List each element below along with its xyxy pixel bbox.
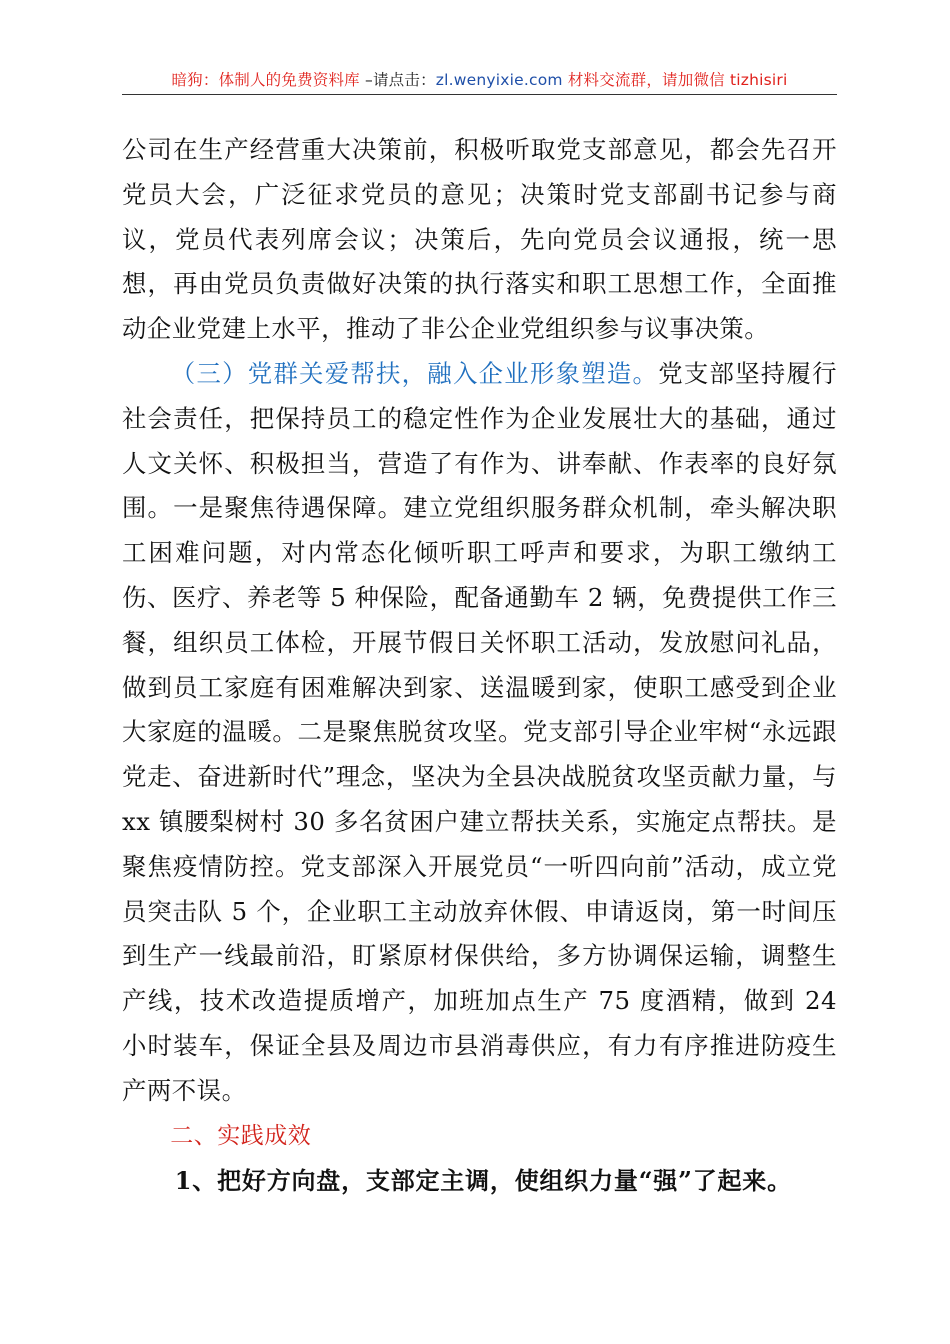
- page-header: [122, 66, 837, 94]
- header-contact: 材料交流群，请加微信 tizhisiri: [567, 71, 788, 89]
- header-brand: 暗狗：体制人的免费资料库: [171, 71, 360, 89]
- subsection-heading: （三）党群关爱帮扶，融入企业形象塑造。: [170, 358, 659, 388]
- paragraph-decision-making: 公司在生产经营重大决策前，积极听取党支部意见，都会先召开党员大会，广泛征求党员的意见；决策时党支部副书记参与商议，党员代表列席会议；决策后，先向党员会议通报，统一思想，再由党员负责做好决策的执行落实和职工思想工作，全面推动企业党建上水平，推动了非公企业党组织参与议事决策。: [122, 135, 837, 344]
- paragraph-care-and-support: [122, 352, 837, 1114]
- header-site-link[interactable]: zl.wenyixie.com: [435, 71, 563, 89]
- paragraph-care-text: 党支部坚持履行社会责任，把保持员工的稳定性作为企业发展壮大的基础，通过人文关怀、积极担当，营造了有作为、讲奉献、作表率的良好氛围。一是聚焦待遇保障。建立党组织服务群众机制，牵头解决职工困难问题，对内常态化倾听职工呼声和要求，为职工缴纳工伤、医疗、养老等 5 种保险，配备通勤车 2 辆，免费提供工作三餐，组织员工体检，开展节假日关怀职工活动，发放慰问礼品，做到员工家庭有困难解决到家、送温暖到家，使职工感受到企业大家庭的温暖。二是聚焦脱贫攻坚。党支部引导企业牢树“永远跟党走、奋进新时代”理念，坚决为全县决战脱贫攻坚贡献力量，与 xx 镇腰梨树村 30 多名贫困户建立帮扶关系，实施定点帮扶。是聚焦疫情防控。党支部深入开展党员“一听四向前”活动，成立党员突击队 5 个，企业职工主动放弃休假、申请返岗，第一时间压到生产一线最前沿，盯紧原材保供给，多方协调保运输，调整生产线，技术改造提质增产，加班加点生产 75 度酒精，做到 24 小时装车，保证全县及周边市县消毒供应，有力有序推进防疫生产两不误。: [122, 358, 837, 1105]
- header-separator: –请点击：: [359, 71, 436, 89]
- point-title: 1、把好方向盘，支部定主调，使组织力量“强”了起来。: [174, 1166, 792, 1196]
- document-body: [122, 128, 837, 1204]
- header-divider: [122, 94, 837, 95]
- section-title: 二、实践成效: [170, 1122, 312, 1149]
